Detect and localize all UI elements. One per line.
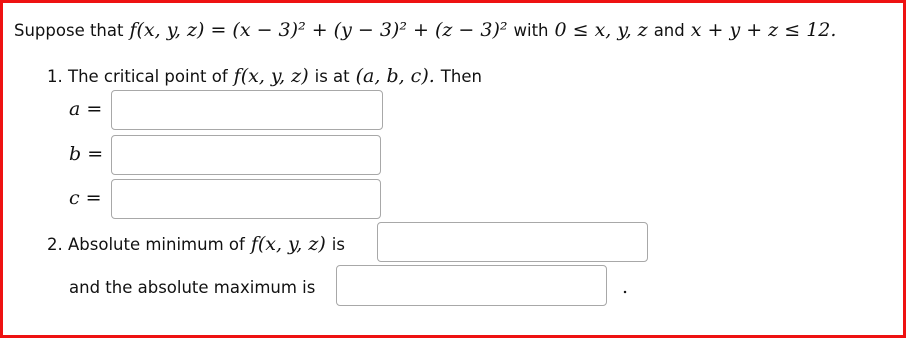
and-text: and	[653, 20, 685, 40]
part2-text-before: 2. Absolute minimum of	[47, 234, 245, 254]
b-label: b =	[69, 143, 104, 165]
max-input[interactable]	[336, 265, 607, 306]
part1-point: (a, b, c).	[355, 65, 435, 87]
part1-statement	[47, 62, 482, 90]
constraint-expression: 0 ≤ x, y, z	[554, 19, 648, 41]
constraint-expression-2: x + y + z ≤ 12.	[690, 19, 837, 41]
part2-statement	[47, 230, 345, 258]
part2-text-after: is	[331, 234, 345, 254]
part1-text-after: Then	[440, 66, 482, 86]
part2-fxyz: f(x, y, z)	[250, 233, 326, 255]
b-input[interactable]	[111, 135, 381, 175]
end-period: .	[622, 276, 629, 298]
c-label: c =	[69, 187, 102, 209]
a-input[interactable]	[111, 90, 383, 130]
with-text: with	[513, 20, 549, 40]
min-input[interactable]	[377, 222, 648, 262]
part1-fxyz: f(x, y, z)	[233, 65, 309, 87]
part1-text-before: 1. The critical point of	[47, 66, 228, 86]
part2-max-statement	[69, 273, 315, 301]
a-label: a =	[69, 98, 103, 120]
function-expression: f(x, y, z) = (x − 3)² + (y − 3)² + (z − 3)²	[129, 19, 508, 41]
intro-text: Suppose that	[14, 20, 124, 40]
part1-text-mid: is at	[314, 66, 350, 86]
problem-statement	[14, 16, 836, 44]
c-input[interactable]	[111, 179, 381, 219]
max-text: and the absolute maximum is	[69, 277, 316, 297]
